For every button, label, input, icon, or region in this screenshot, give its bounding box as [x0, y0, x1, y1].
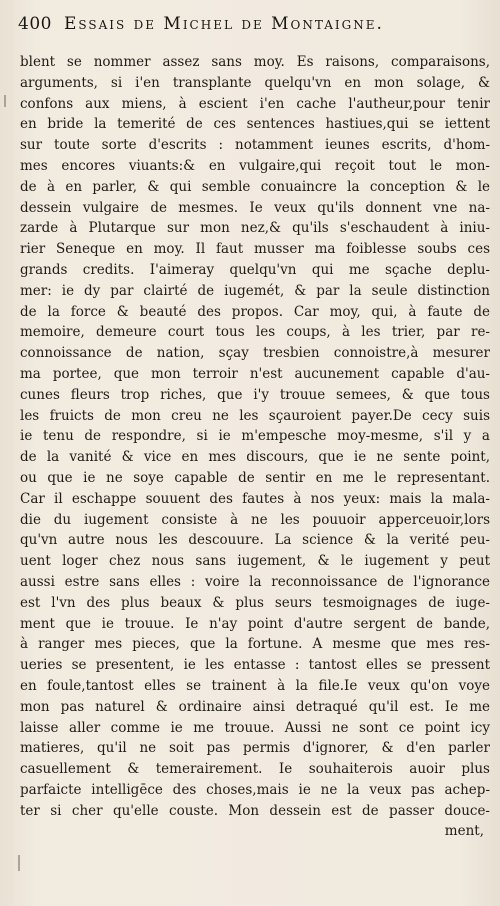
- margin-mark: [18, 855, 20, 871]
- text-line: ment,: [444, 823, 484, 840]
- page-number: 400: [18, 14, 52, 34]
- text-line: de la force & beauté des propos. Car moy, qui, à faute de: [20, 303, 490, 320]
- text-line: Car il eschappe souuent des fautes à nos yeux: mais la mala-: [20, 490, 490, 507]
- text-line: ou que ie ne soye capable de sentir en me le representant.: [20, 469, 490, 486]
- text-line: casuellement & temerairement. Ie souhaiterois auoir plus: [20, 761, 490, 778]
- running-head: Essais de Michel de Montaigne.: [63, 14, 384, 34]
- text-line: à ranger mes pieces, que la fortune. A mesme que mes res-: [20, 636, 490, 653]
- text-line: aussi estre sans elles : voire la reconnoissance de l'ignorance: [20, 573, 490, 590]
- text-line: ment que ie trouue. Ie n'ay point d'autre sergent de bande,: [20, 615, 490, 632]
- text-line: zarde à Plutarque sur mon nez,& qu'ils s'eschaudent à iniu-: [20, 220, 490, 237]
- text-line: confons aux miens, à escient i'en cache l'autheur,pour tenir: [20, 95, 490, 112]
- text-line: cunes fleurs trop riches, que i'y trouue semees, & que tous: [20, 386, 490, 403]
- text-line: de à en parler, & qui semble conuaincre la conception & le: [20, 178, 490, 195]
- text-line: arguments, si i'en transplante quelqu'vn en mon solage, &: [20, 74, 490, 91]
- text-line: rier Seneque en moy. Il faut musser ma foiblesse soubs ces: [20, 241, 490, 258]
- text-line: en foule,tantost elles se trainent à la file.Ie veux qu'on voye: [20, 677, 490, 694]
- text-line: en bride la temerité de ces sentences hastiues,qui se iettent: [20, 116, 490, 133]
- text-line: blent se nommer assez sans moy. Es raisons, comparaisons,: [20, 54, 490, 70]
- text-line: laisse aller comme ie me trouue. Aussi ne sont ce point icy: [20, 719, 490, 736]
- text-line: les fruicts de mon creu ne les sçauroient payer.De cecy suis: [20, 407, 490, 424]
- text-line: mes encores viuants:& en vulgaire,qui reçoit tout le mon-: [20, 157, 490, 174]
- text-line: memoire, demeure court tous les coups, à les trier, par re-: [20, 324, 490, 341]
- text-line: mer: ie dy par clairté de iugemét, & par la seule distinction: [20, 282, 490, 299]
- text-line: qu'vn autre nous les descouure. La science & la verité peu-: [20, 532, 490, 549]
- page-header: [18, 14, 486, 50]
- text-line: mon pas naturel & ordinaire ainsi detraqué qu'il est. Ie me: [20, 698, 490, 715]
- text-line: dessein vulgaire de mesmes. Ie veux qu'ils donnent vne na-: [20, 199, 490, 216]
- text-line: grands credits. I'aimeray quelqu'vn qui me sçache deplu-: [20, 261, 490, 278]
- text-line: ueries se presentent, ie les entasse : tantost elles se pressent: [20, 657, 490, 674]
- text-line: parfaicte intelligēce des choses,mais ie ne la veux pas achep-: [20, 781, 490, 798]
- margin-mark: [4, 95, 6, 107]
- text-line: ie tenu de respondre, si ie m'empesche moy-mesme, s'il y a: [20, 428, 490, 445]
- text-line: die du iugement consiste à ne les pouuoir apperceuoir,lors: [20, 511, 490, 528]
- text-line: de la vanité & vice en mes discours, que ie ne sente point,: [20, 449, 490, 466]
- body-text: [20, 52, 490, 842]
- text-line: connoissance de nation, sçay tresbien connoistre,à mesurer: [20, 345, 490, 362]
- text-line: est l'vn des plus beaux & plus seurs tesmoignages de iuge-: [20, 594, 490, 611]
- text-line: matieres, qu'il ne soit pas permis d'ignorer, & d'en parler: [20, 740, 490, 757]
- text-line: ma portee, que mon terroir n'est aucunement capable d'au-: [20, 365, 490, 382]
- text-line: uent loger chez nous sans iugement, & le iugement y peut: [20, 553, 490, 570]
- text-line: sur toute sorte d'escrits : notamment ieunes escrits, d'hom-: [20, 137, 490, 154]
- text-line: ter si cher qu'elle couste. Mon dessein est de passer douce-: [20, 802, 490, 819]
